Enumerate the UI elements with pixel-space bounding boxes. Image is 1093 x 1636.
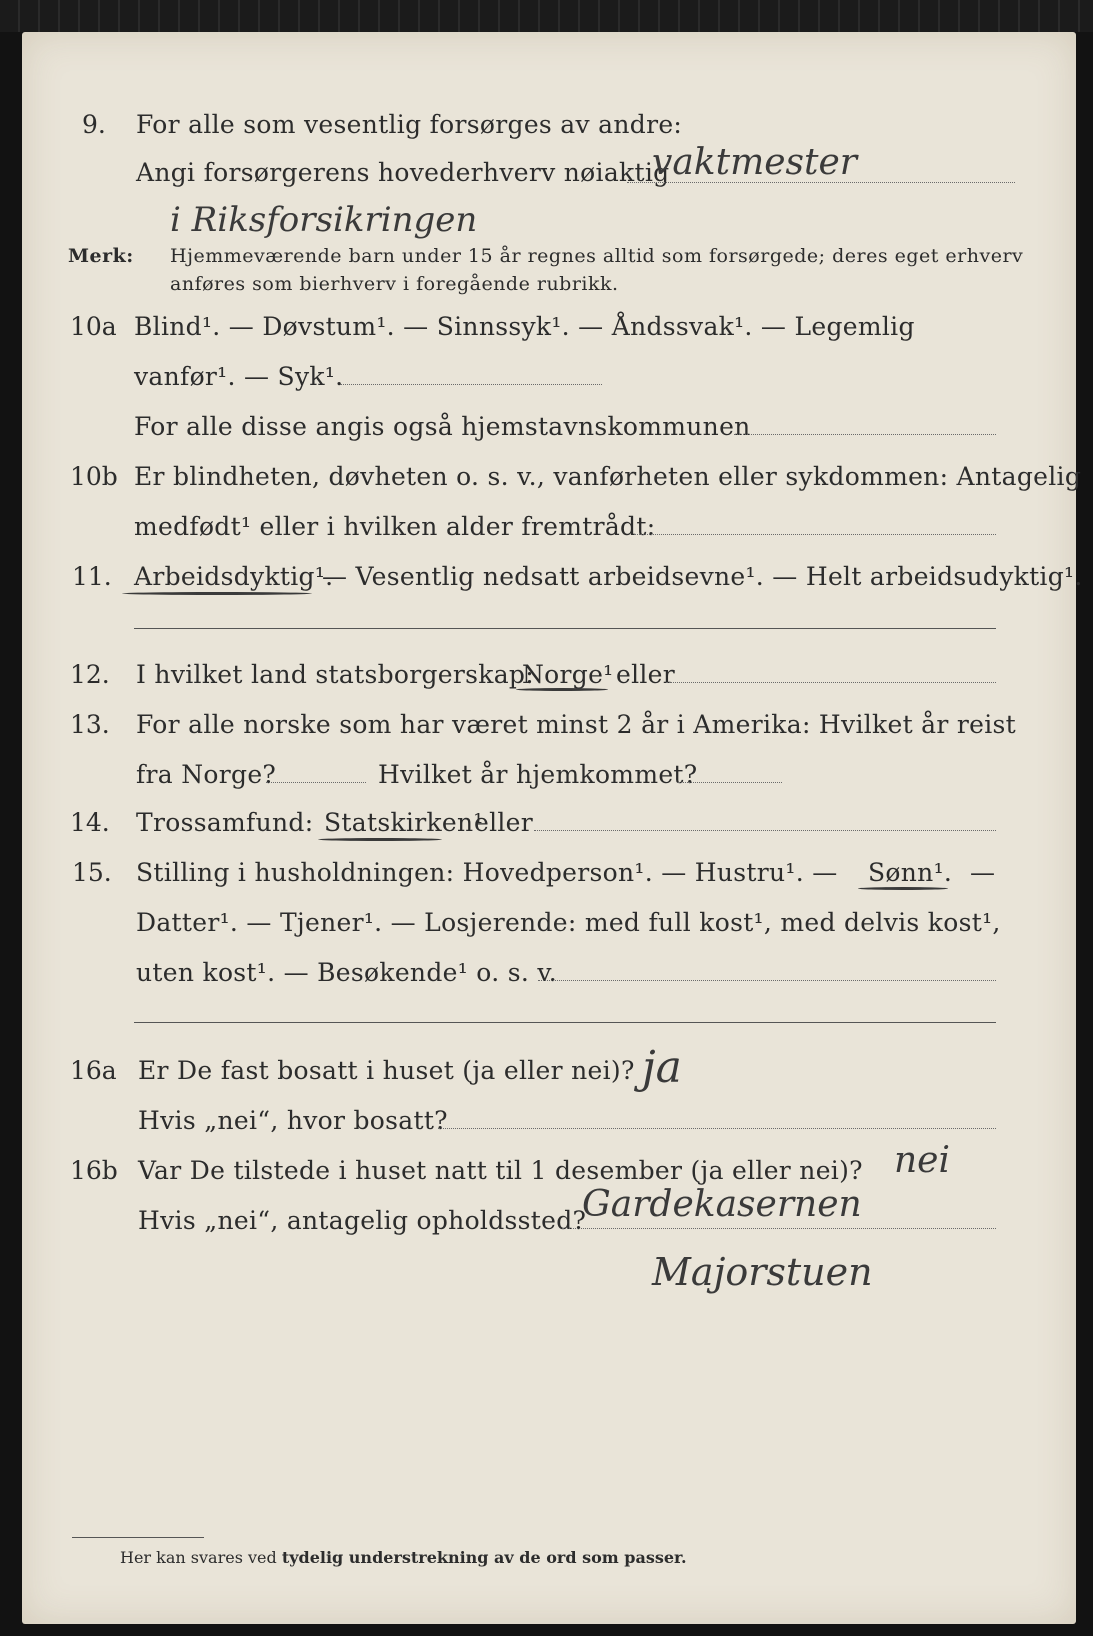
q15-underline-mark [858, 887, 948, 890]
q13-line2b: Hvilket år hjemkommet? [378, 760, 698, 789]
q12-number: 12. [70, 660, 110, 689]
q14-underline-mark [318, 838, 442, 841]
q13-hjem-line [678, 782, 782, 783]
footnote-pre: Her kan svares ved [120, 1548, 277, 1567]
q15-number: 15. [72, 858, 112, 887]
q12-option-norge: Norge¹ [522, 660, 614, 689]
q16b-line2: Hvis „nei“, antagelig opholdssted? [138, 1206, 587, 1235]
q10b-line1: Er blindheten, døvheten o. s. v., vanførheten eller sykdommen: Antagelig [134, 462, 1082, 491]
q10a-line1: Blind¹. — Døvstum¹. — Sinnssyk¹. — Åndssvak¹. — Legemlig [134, 312, 915, 341]
q14-option-statskirken: Statskirken¹ [324, 808, 484, 837]
census-form-page [22, 32, 1083, 1624]
q13-reist-line [266, 782, 366, 783]
q14-answer-line [534, 830, 996, 831]
q13-line1: For alle norske som har været minst 2 år i Amerika: Hvilket år reist [136, 710, 1017, 739]
q11-option-arbeidsdyktig: Arbeidsdyktig¹. [134, 562, 334, 591]
merk-line1: Hjemmeværende barn under 15 år regnes alltid som forsørgede; deres eget erhverv [170, 245, 1024, 267]
footnote-bold: tydelig understrekning av de ord som passer. [281, 1548, 687, 1567]
q10a-kommune-line [734, 434, 996, 435]
q16a-line1: Er De fast bosatt i huset (ja eller nei)? [138, 1056, 635, 1085]
q10a-number: 10a [70, 312, 117, 341]
q16b-number: 16b [70, 1156, 118, 1185]
q16a-line2: Hvis „nei“, hvor bosatt? [138, 1106, 448, 1135]
q10b-number: 10b [70, 462, 118, 491]
q12-tail: eller [616, 660, 676, 689]
q9-answer-handwritten-2: i Riksforsikringen [170, 200, 478, 240]
q15-line3: uten kost¹. — Besøkende¹ o. s. v. [136, 958, 558, 987]
q9-number: 9. [82, 110, 106, 139]
q15-answer-line [538, 980, 996, 981]
q14-lead: Trossamfund: [136, 808, 314, 837]
q14-number: 14. [70, 808, 110, 837]
q11-separator [134, 628, 996, 629]
merk-line2: anføres som bierhverv i foregående rubrikk. [170, 273, 619, 295]
q16a-number: 16a [70, 1056, 117, 1085]
q16b-answer-handwritten-3: Majorstuen [652, 1250, 873, 1294]
q12-answer-line [666, 682, 996, 683]
q15-line2: Datter¹. — Tjener¹. — Losjerende: med full kost¹, med delvis kost¹, [136, 908, 1001, 937]
q11-rest: — Vesentlig nedsatt arbeidsevne¹. — Helt arbeidsudyktig¹. [322, 562, 1083, 591]
q9-answer-handwritten: vaktmester [652, 142, 857, 183]
scan-top-edge [0, 0, 1093, 32]
q12-lead: I hvilket land statsborgerskap: [136, 660, 534, 689]
q11-underline-mark [122, 592, 312, 595]
q13-number: 13. [70, 710, 110, 739]
q16a-answer-line [438, 1128, 996, 1129]
q15-option-sonn: Sønn¹. [868, 858, 953, 887]
q11-number: 11. [72, 562, 112, 591]
merk-label: Merk: [68, 245, 134, 267]
footnote-rule [72, 1537, 204, 1538]
q16a-answer-handwritten: ja [642, 1042, 682, 1093]
q10a-line2: vanfør¹. — Syk¹. [134, 362, 344, 391]
q15-line1a: Stilling i husholdningen: Hovedperson¹. — Hustru¹. — [136, 858, 838, 887]
q13-line2a: fra Norge? [136, 760, 277, 789]
q16b-answer-line [562, 1228, 996, 1229]
q10b-answer-line [634, 534, 996, 535]
q14-tail: eller [474, 808, 534, 837]
q9-line1: For alle som vesentlig forsørges av andre: [136, 110, 683, 139]
q16b-answer-handwritten: nei [894, 1140, 951, 1181]
q10a-syk-line [340, 384, 602, 385]
q15-separator [134, 1022, 996, 1023]
q10a-line3: For alle disse angis også hjemstavnskommunen [134, 412, 751, 441]
q9-line2: Angi forsørgerens hovederhverv nøiaktig [136, 158, 670, 187]
q12-underline-mark [516, 688, 608, 691]
q16b-line1: Var De tilstede i huset natt til 1 desember (ja eller nei)? [138, 1156, 863, 1185]
footnote-text [120, 1548, 687, 1567]
q15-line1b: — [970, 858, 996, 887]
q16b-answer-handwritten-2: Gardekasernen [582, 1184, 862, 1225]
q10b-line2: medfødt¹ eller i hvilken alder fremtrådt: [134, 512, 656, 541]
